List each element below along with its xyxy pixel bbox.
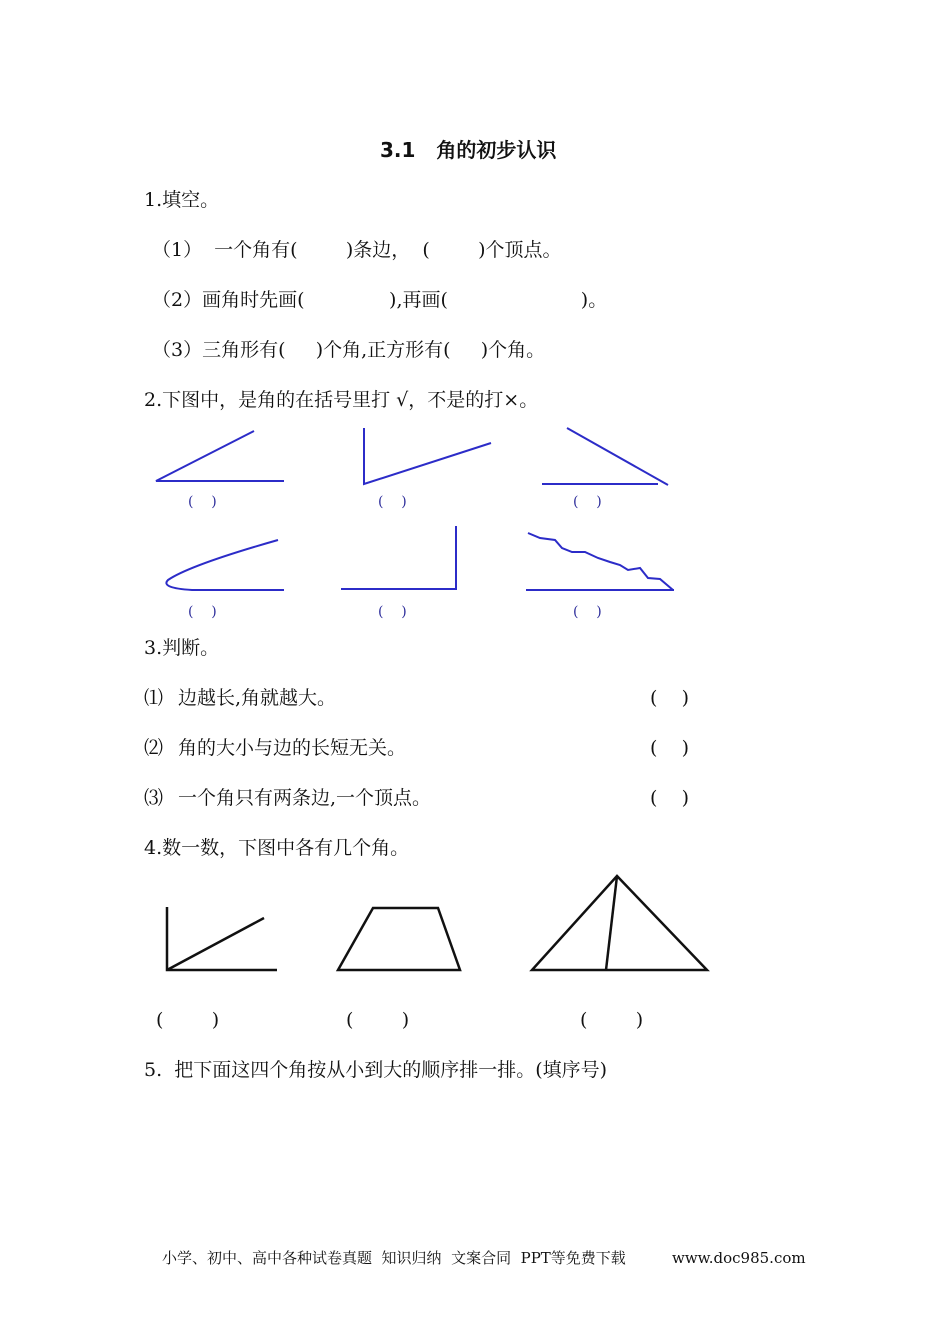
q1-item-2: （2）画角时先画( ),再画( )。 <box>152 289 608 311</box>
q3-item-3-num: ⑶ <box>144 787 164 809</box>
q3-item-3-paren[interactable]: ( ) <box>650 787 689 809</box>
q3-item-1-text: 边越长,角就越大。 <box>178 687 337 709</box>
q3-item-2-text: 角的大小与边的长短无关。 <box>178 737 407 759</box>
q3-item-2-paren[interactable]: ( ) <box>650 737 689 759</box>
q3-item-3-text: 一个角只有两条边,一个顶点。 <box>178 787 432 809</box>
q2-paren-1[interactable]: ( ) <box>188 494 217 510</box>
q2-figure-6 <box>526 533 674 590</box>
q3-heading: 3.判断。 <box>144 637 220 659</box>
q2-paren-2[interactable]: ( ) <box>378 494 407 510</box>
q3-item-2-num: ⑵ <box>144 737 164 759</box>
q5-heading: 5. 把下面这四个角按从小到大的顺序排一排。(填序号) <box>144 1059 608 1081</box>
q1-item-3: （3）三角形有( )个角,正方形有( )个角。 <box>152 339 546 361</box>
q2-figure-3 <box>542 428 668 485</box>
q4-paren-3[interactable]: ( ) <box>580 1009 644 1031</box>
q2-paren-3[interactable]: ( ) <box>573 494 602 510</box>
footer-url[interactable]: www.doc985.com <box>672 1249 806 1267</box>
q2-figure-5 <box>341 526 456 589</box>
q4-paren-2[interactable]: ( ) <box>346 1009 410 1031</box>
q2-figure-4 <box>166 540 284 590</box>
q4-figure-triangle <box>532 876 707 970</box>
q2-paren-5[interactable]: ( ) <box>378 604 407 620</box>
q1-heading: 1.填空。 <box>144 189 220 211</box>
q2-paren-6[interactable]: ( ) <box>573 604 602 620</box>
q4-paren-1[interactable]: ( ) <box>156 1009 220 1031</box>
q2-paren-4[interactable]: ( ) <box>188 604 217 620</box>
q3-item-1-paren[interactable]: ( ) <box>650 687 689 709</box>
page-title: 3.1 角的初步认识 <box>380 138 557 162</box>
footer-text: 小学、初中、高中各种试卷真题 知识归纳 文案合同 PPT等免费下载 <box>162 1249 626 1267</box>
q2-heading: 2.下图中，是角的在括号里打 √，不是的打×。 <box>144 389 539 411</box>
q4-heading: 4.数一数，下图中各有几个角。 <box>144 837 410 859</box>
q1-item-1: （1） 一个角有( )条边， ( )个顶点。 <box>152 239 562 261</box>
q2-figure-1 <box>156 431 284 481</box>
q4-figure-angle <box>167 907 277 970</box>
q2-figure-2 <box>364 428 491 484</box>
q3-item-1-num: ⑴ <box>144 687 164 709</box>
q4-figure-trapezoid <box>338 908 460 970</box>
